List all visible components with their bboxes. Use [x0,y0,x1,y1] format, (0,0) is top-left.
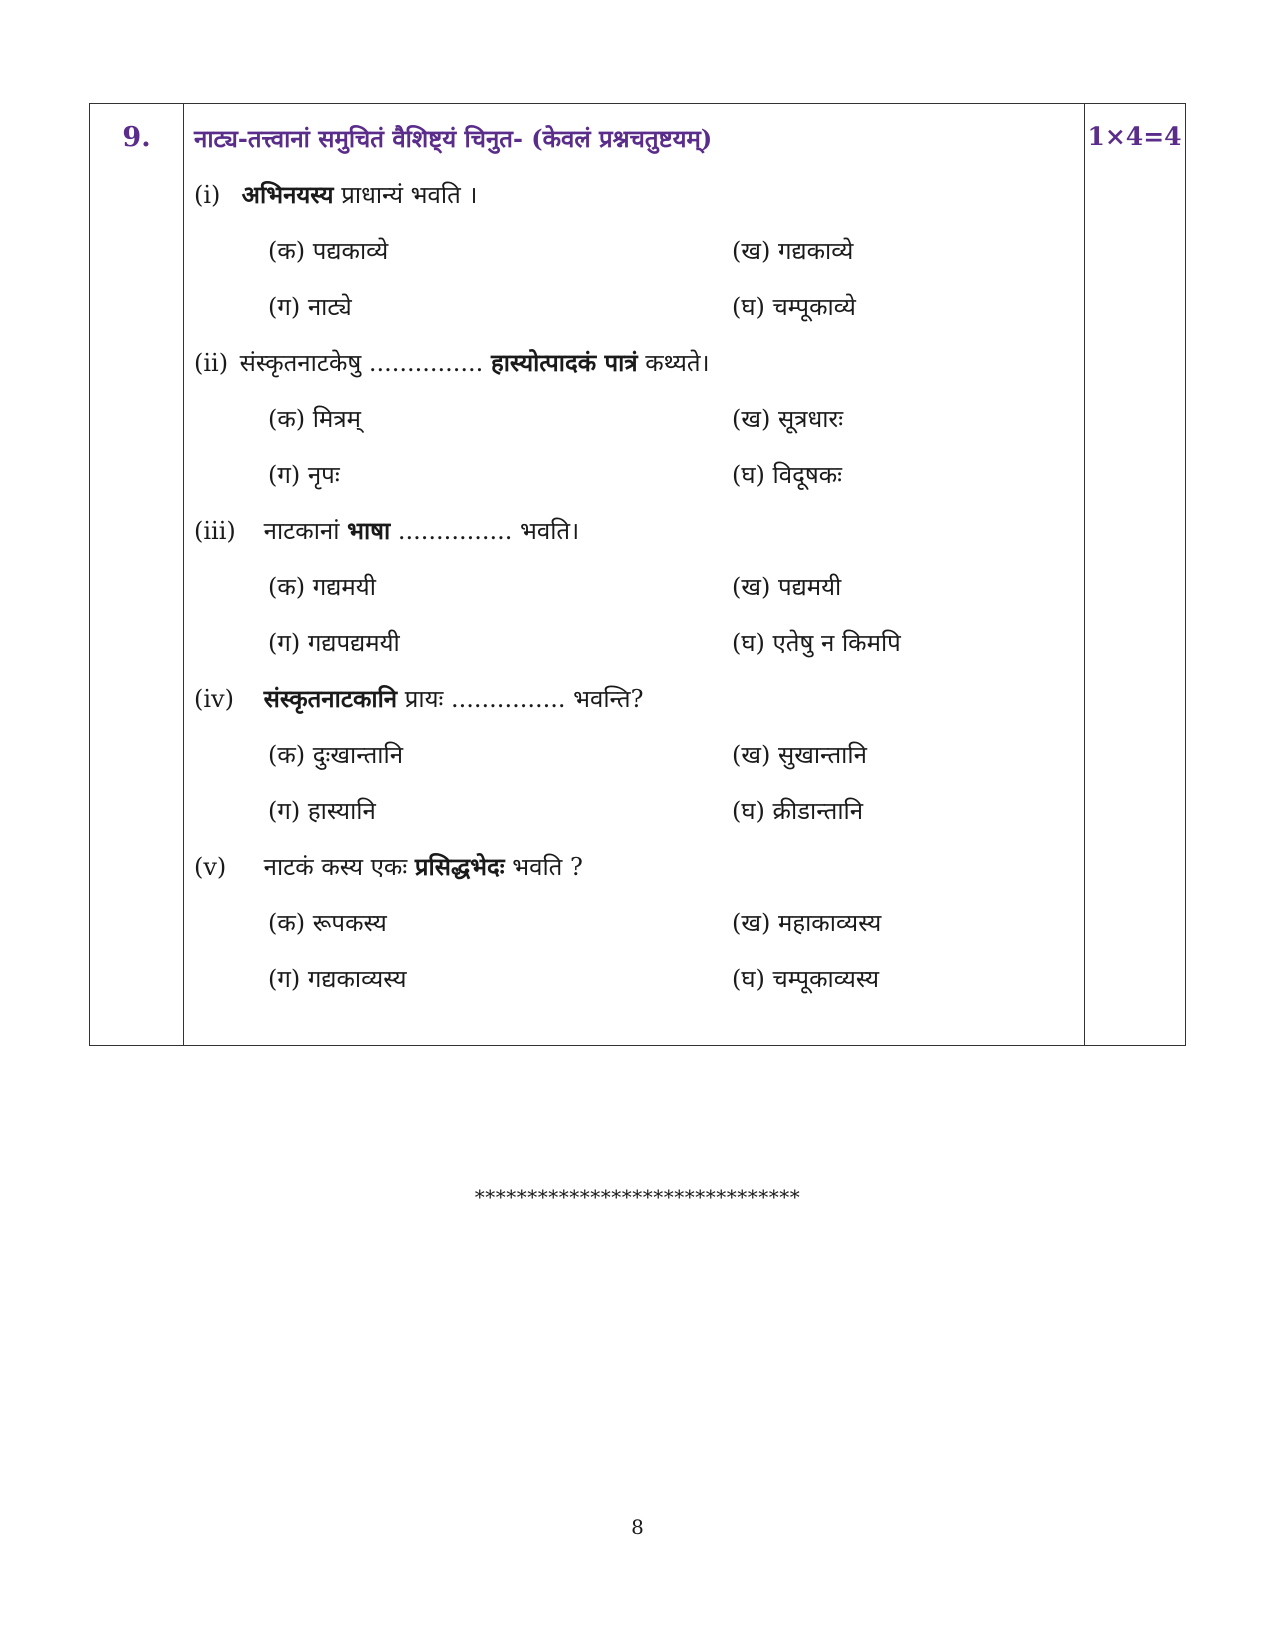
question-number: 9. [122,122,151,153]
option-iv-ka: (क) दुःखान्तानि [268,741,404,769]
option-i-ga: (ग) नाट्ये [268,293,352,321]
option-ii-ga: (ग) नृपः [268,461,340,489]
sub-question-label: (v) [194,853,227,881]
option-iv-kha: (ख) सुखान्तानि [732,741,867,769]
question-table [89,103,1186,1046]
option-ii-gha: (घ) विदूषकः [732,461,842,489]
sub-question-ii [194,346,710,379]
sub-question-keyword: संस्कृतनाटकानि [263,684,398,713]
option-iii-kha: (ख) पद्यमयी [732,573,842,601]
option-iv-ga: (ग) हास्यानि [268,797,376,825]
sub-question-label: (ii) [194,349,229,377]
sub-question-iii [194,514,579,547]
option-i-ka: (क) पद्यकाव्ये [268,237,389,265]
sub-question-text: प्राधान्यं भवति । [333,181,478,209]
option-v-gha: (घ) चम्पूकाव्यस्य [732,965,880,993]
sub-question-i [194,178,478,211]
option-ii-kha: (ख) सूत्रधारः [732,405,844,433]
end-separator: ******************************* [474,1185,801,1209]
sub-question-text-pre: नाटकं कस्य एकः [263,853,415,881]
sub-question-text-pre: संस्कृतनाटकेषु ............... [239,349,491,377]
sub-question-label: (iii) [194,517,236,545]
option-ii-ka: (क) मित्रम् [268,405,361,433]
option-v-ka: (क) रूपकस्य [268,909,387,937]
column-divider-right [1084,104,1085,1045]
sub-question-keyword: अभिनयस्य [241,180,334,209]
sub-question-v [194,850,583,883]
sub-question-text: भवति ? [504,853,583,881]
column-divider-left [183,104,184,1045]
page-number: 8 [631,1515,644,1539]
option-v-kha: (ख) महाकाव्यस्य [732,909,882,937]
sub-question-keyword: भाषा [347,516,391,545]
sub-question-text: ............... भवति। [390,517,580,545]
question-marks: 1×4=4 [1087,122,1182,151]
sub-question-keyword: प्रसिद्धभेदः [414,852,505,881]
sub-question-text: कथ्यते। [637,349,710,377]
sub-question-text-pre: नाटकानां [263,517,348,545]
option-iii-ga: (ग) गद्यपद्यमयी [268,629,400,657]
question-title: नाट्य-तत्त्वानां समुचितं वैशिष्ट्यं चिनुत- (केवलं प्रश्नचतुष्टयम्) [194,124,713,153]
option-i-gha: (घ) चम्पूकाव्ये [732,293,856,321]
sub-question-label: (iv) [194,685,234,713]
option-iii-ka: (क) गद्यमयी [268,573,376,601]
sub-question-text: प्रायः ............... भवन्ति? [397,685,644,713]
option-i-kha: (ख) गद्यकाव्ये [732,237,854,265]
sub-question-iv [194,682,643,715]
option-iv-gha: (घ) क्रीडान्तानि [732,797,864,825]
option-iii-gha: (घ) एतेषु न किमपि [732,629,901,657]
option-v-ga: (ग) गद्यकाव्यस्य [268,965,407,993]
sub-question-label: (i) [194,181,221,209]
sub-question-keyword: हास्योत्पादकं पात्रं [490,348,638,377]
